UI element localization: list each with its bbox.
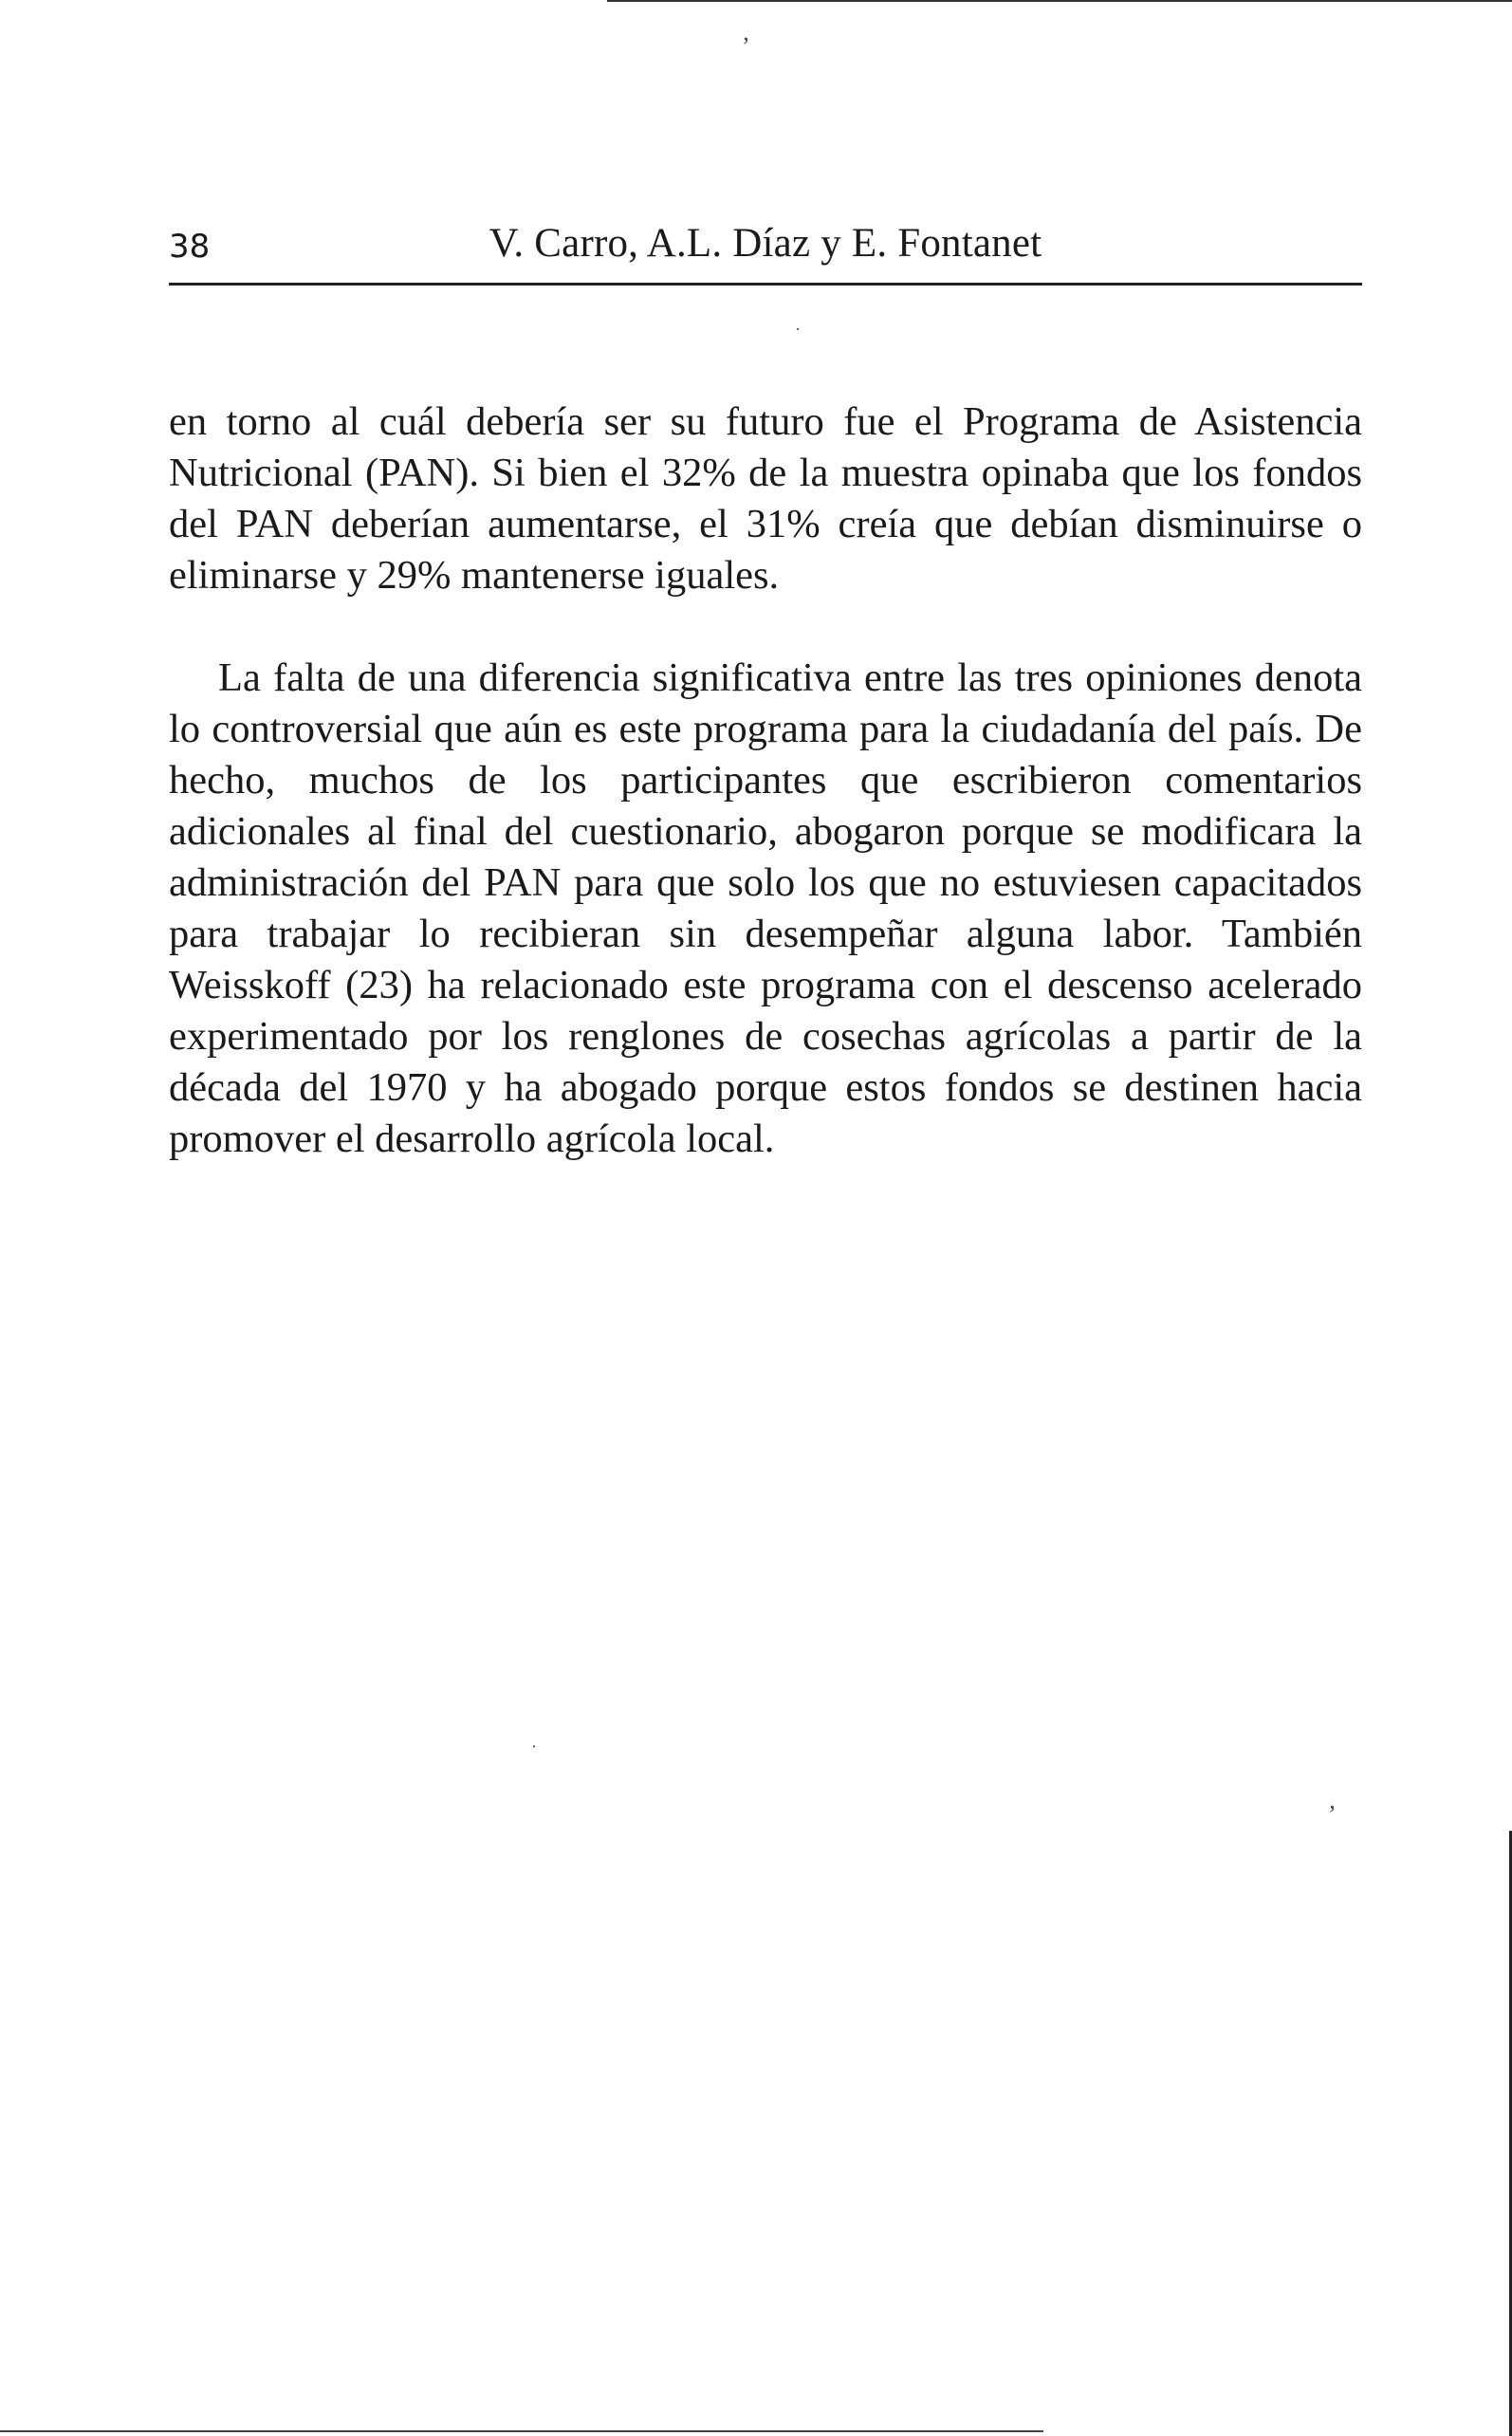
page-number: 38: [169, 228, 211, 266]
scan-edge-bottom: [0, 2430, 1043, 2432]
scan-speck: ·: [531, 1737, 537, 1756]
paragraph-1: en torno al cuál debería ser su futuro fue el Programa de Asistencia Nutricional (PAN). Si bien el 32% de la muestra opinaba que los fondos del PAN deberían aumentarse, el 31% creía que debían disminuirse o eliminarse y 29% mantenerse iguales.: [169, 399, 1362, 598]
paragraph-2: La falta de una diferencia significativa entre las tres opiniones denota lo controversial que aún es este programa para la ciudadanía del país. De hecho, muchos de los participantes que escribieron comentarios adicionales al final del cuestionario, abogaron porque se modificara la administración del PAN para que solo los que no estuviesen capacitados para trabajar lo recibieran sin desempeñar alguna labor. También Weisskoff (23) ha relacionado este programa con el descenso acelerado experimentado por los renglones de cosechas agrícolas a partir de la década del 1970 y ha abogado porque estos fondos se destinen hacia promover el desarrollo agrícola local.: [169, 655, 1362, 1161]
body-text: [169, 397, 1362, 1165]
scan-edge-top: [607, 0, 1512, 2]
scan-speck: ʼ: [742, 32, 750, 60]
scan-speck: ·: [795, 320, 801, 339]
running-head: V. Carro, A.L. Díaz y E. Fontanet: [489, 221, 1042, 266]
page-header: [169, 220, 1362, 277]
scan-speck: ʼ: [1328, 1800, 1337, 1828]
header-rule: [169, 283, 1362, 286]
